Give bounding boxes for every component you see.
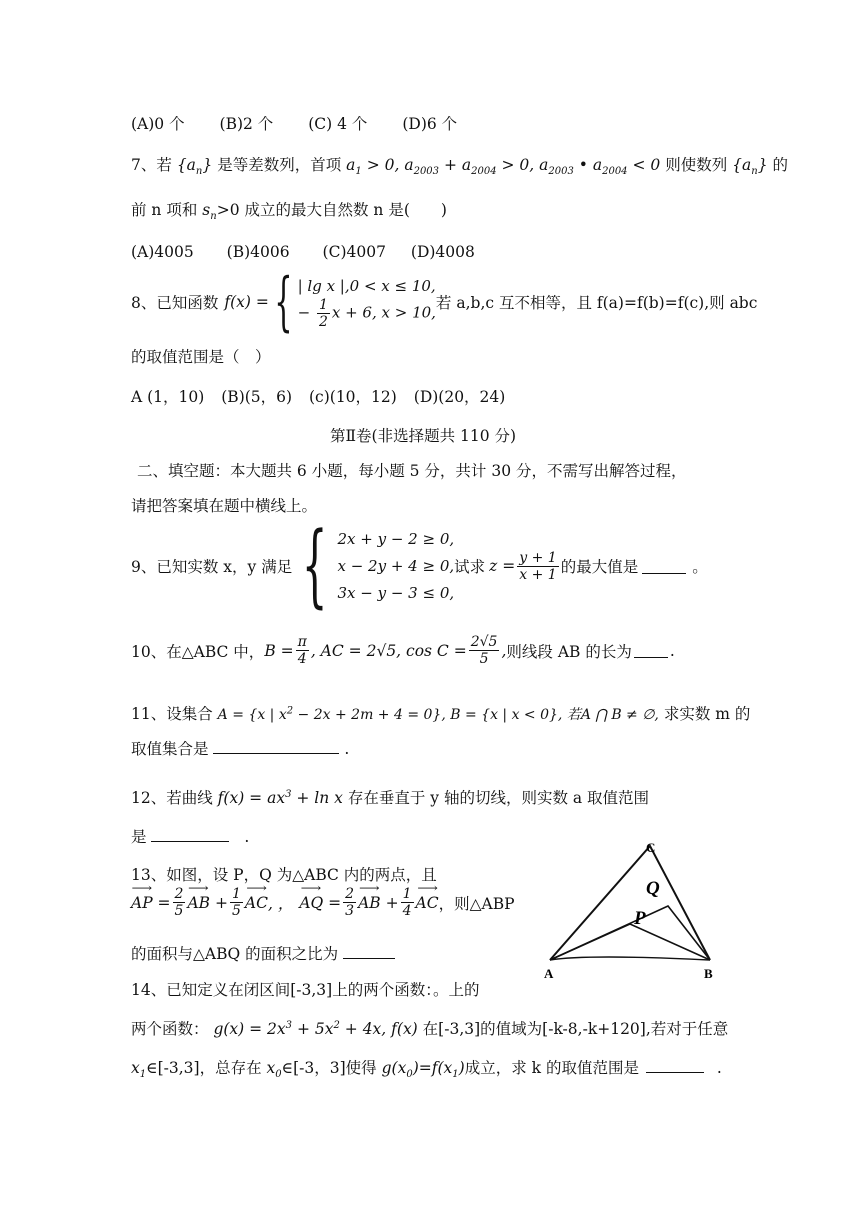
option: (B)4006 <box>226 243 290 261</box>
q12-text: . <box>244 828 250 846</box>
formula: f(x) = <box>224 293 269 311</box>
q8-text: 若 a,b,c 互不相等，且 f(a)=f(b)=f(c),则 abc <box>435 294 758 312</box>
triangle-abc-sides <box>550 846 710 960</box>
question-12-line1 <box>131 786 649 808</box>
formula: = <box>152 893 171 912</box>
question-13-line2 <box>131 886 515 919</box>
option: (c)(10，12) <box>309 388 397 406</box>
formula: B = <box>264 641 294 660</box>
formula: $\{a_n\}$ <box>732 156 768 178</box>
q7-text: 7、若 <box>131 156 172 174</box>
formula: , <box>501 641 507 660</box>
question-9 <box>131 513 708 618</box>
formula: ⟶ AC <box>416 894 439 912</box>
q14-text: 两个函数： <box>131 1020 209 1038</box>
label-c: C <box>646 840 656 855</box>
formula: $s_n$ <box>202 201 217 223</box>
formula: ⟶ AB <box>358 894 381 912</box>
brace: { <box>274 265 293 339</box>
q12-text: 12、若曲线 <box>131 789 213 807</box>
q14-text: . <box>716 1059 722 1077</box>
q7-text: 是等差数列，首项 <box>217 156 342 174</box>
option: (C) 4 个 <box>308 115 368 133</box>
q10-text: . <box>669 641 675 660</box>
q11-text: 取值集合是 <box>131 740 209 758</box>
q7-text: >0 成立的最大自然数 n 是( ) <box>216 201 447 219</box>
question-8-line2: 的取值范围是（ ） <box>131 348 271 366</box>
formula: , AC = 2√5, cos C = <box>310 641 467 660</box>
q13-text: ，则△ABP <box>438 894 515 913</box>
q6-options <box>131 112 457 134</box>
question-14-line2 <box>131 1017 728 1039</box>
formula: $x_1$ <box>131 1059 147 1081</box>
question-7-line2 <box>131 198 447 222</box>
q10-text: 则线段 AB 的长为 <box>506 642 632 661</box>
q9-text: 。 <box>692 558 708 576</box>
q11-text: . <box>344 740 350 758</box>
formula: $\frac{1}{4}$ <box>402 886 412 919</box>
q11-text: 11、设集合 <box>131 705 213 723</box>
question-10 <box>131 634 675 667</box>
question-11-line1 <box>131 702 750 724</box>
fill-intro-1: 二、填空题：本大题共 6 小题，每小题 5 分，共计 30 分，不需写出解答过程， <box>137 462 687 480</box>
q13-text: 的面积与△ABQ 的面积之比为 <box>131 945 339 963</box>
formula: + <box>210 893 228 912</box>
question-13-line3 <box>131 942 395 964</box>
question-11-line2 <box>131 737 349 759</box>
answer-blank[interactable] <box>151 827 229 842</box>
q8-text: 8、已知函数 <box>131 294 219 312</box>
option: A (1，10) <box>131 388 205 406</box>
formula: , ， <box>267 894 294 913</box>
option: (D)4008 <box>410 243 475 261</box>
q9-text: 的最大值是 <box>560 558 639 576</box>
option: (A)4005 <box>131 243 194 261</box>
question-7-line1 <box>131 153 788 177</box>
formula: $g(x) = 2x^3 + 5x^2 + 4x$, f(x) <box>213 1019 418 1038</box>
option: (A)0 个 <box>131 115 185 133</box>
option: (D)6 个 <box>402 115 458 133</box>
formula: $\frac{2√5}{5}$ <box>470 634 498 667</box>
q14-text: ∈[-3,3]，总存在 <box>146 1059 262 1077</box>
formula: $\frac{y + 1}{x + 1}$ <box>519 549 557 583</box>
formula: ⟶ AB <box>187 894 210 912</box>
formula: $\frac{\pi}{4}$ <box>297 634 307 667</box>
formula: A = {x | $x^2 - 2x + 2m + 4 = 0$}, B = {x | x < 0}, 若A ⋂ B ≠ ∅, <box>217 705 659 723</box>
q12-text: 存在垂直于 y 轴的切线，则实数 a 取值范围 <box>347 789 650 807</box>
answer-blank[interactable] <box>646 1058 704 1073</box>
fill-intro-2: 请把答案填在题中横线上。 <box>131 497 318 515</box>
option: (C)4007 <box>322 243 386 261</box>
q11-text: 求实数 m 的 <box>663 705 751 723</box>
label-p: P <box>634 908 646 929</box>
formula: z = <box>489 557 516 575</box>
answer-blank[interactable] <box>213 739 339 754</box>
q8-options <box>131 385 505 407</box>
formula: $\frac{2}{5}$ <box>174 886 184 919</box>
label-b: B <box>704 966 713 981</box>
formula: $g(x_0)=f(x_1)$ <box>381 1059 465 1081</box>
question-14-line1: 14、已知定义在闭区间[-3,3]上的两个函数：。上的 <box>131 981 480 999</box>
brace: { <box>301 513 328 618</box>
q14-text: ∈[-3，3]使得 <box>281 1059 377 1077</box>
option: (B)2 个 <box>219 115 274 133</box>
q7-text: 的 <box>772 156 789 174</box>
q7-options <box>131 243 475 261</box>
answer-blank[interactable] <box>343 944 395 959</box>
option: (D)(20，24) <box>413 388 506 406</box>
question-8-line1 <box>131 265 758 339</box>
q14-text: 在[-3,3]的值域为[-k-8,-k+120],若对于任意 <box>422 1020 729 1038</box>
formula: $x_0$ <box>266 1059 282 1081</box>
triangle-figure <box>538 836 728 986</box>
q7-text: 则使数列 <box>665 156 728 174</box>
formula: $f(x) = ax^3 + \ln x$ <box>217 788 343 807</box>
question-12-line2 <box>131 825 249 847</box>
section-title: 第Ⅱ卷(非选择题共 110 分) <box>330 427 517 445</box>
q9-text: 9、已知实数 x，y 满足 <box>131 558 293 576</box>
formula: $\frac{1}{5}$ <box>231 886 241 919</box>
formula: $\{a_n\}$ <box>176 156 213 178</box>
option: (B)(5，6) <box>221 388 293 406</box>
q14-text: 成立，求 k 的取值范围是 <box>464 1059 639 1077</box>
formula: = <box>323 893 342 912</box>
formula: + <box>380 893 399 912</box>
q9-text: 试求 <box>454 558 486 576</box>
formula: ⟶ AQ <box>299 894 323 912</box>
question-13-line1: 13、如图，设 P，Q 为△ABC 内的两点，且 <box>131 866 437 884</box>
label-a: A <box>544 966 554 981</box>
question-14-line3 <box>131 1056 722 1080</box>
formula: $\frac{2}{3}$ <box>345 886 355 919</box>
q12-text: 是 <box>131 828 147 846</box>
formula: ⟶ AC <box>245 894 268 912</box>
q10-text: 10、在△ABC 中， <box>131 642 265 661</box>
answer-blank[interactable] <box>642 559 686 574</box>
formula: 2x + y − 2 ≥ 0, x − 2y + 4 ≥ 0, 3x − y − 3 ≤ 0, <box>337 529 455 602</box>
formula: $a_1 > 0$, $a_{2003} + a_{2004} > 0$, $a_{2003}$ • $a_{2004} < 0$ <box>346 156 661 178</box>
answer-blank[interactable] <box>634 643 668 658</box>
side-ab <box>550 957 710 960</box>
label-q: Q <box>646 878 660 899</box>
formula: | lg x |,0 < x ≤ 10, − $\frac{1}{2}$ x + 6, x > 10, <box>297 276 436 330</box>
formula: ⟶ AP <box>131 894 153 912</box>
q7-text: 前 n 项和 <box>131 201 198 219</box>
